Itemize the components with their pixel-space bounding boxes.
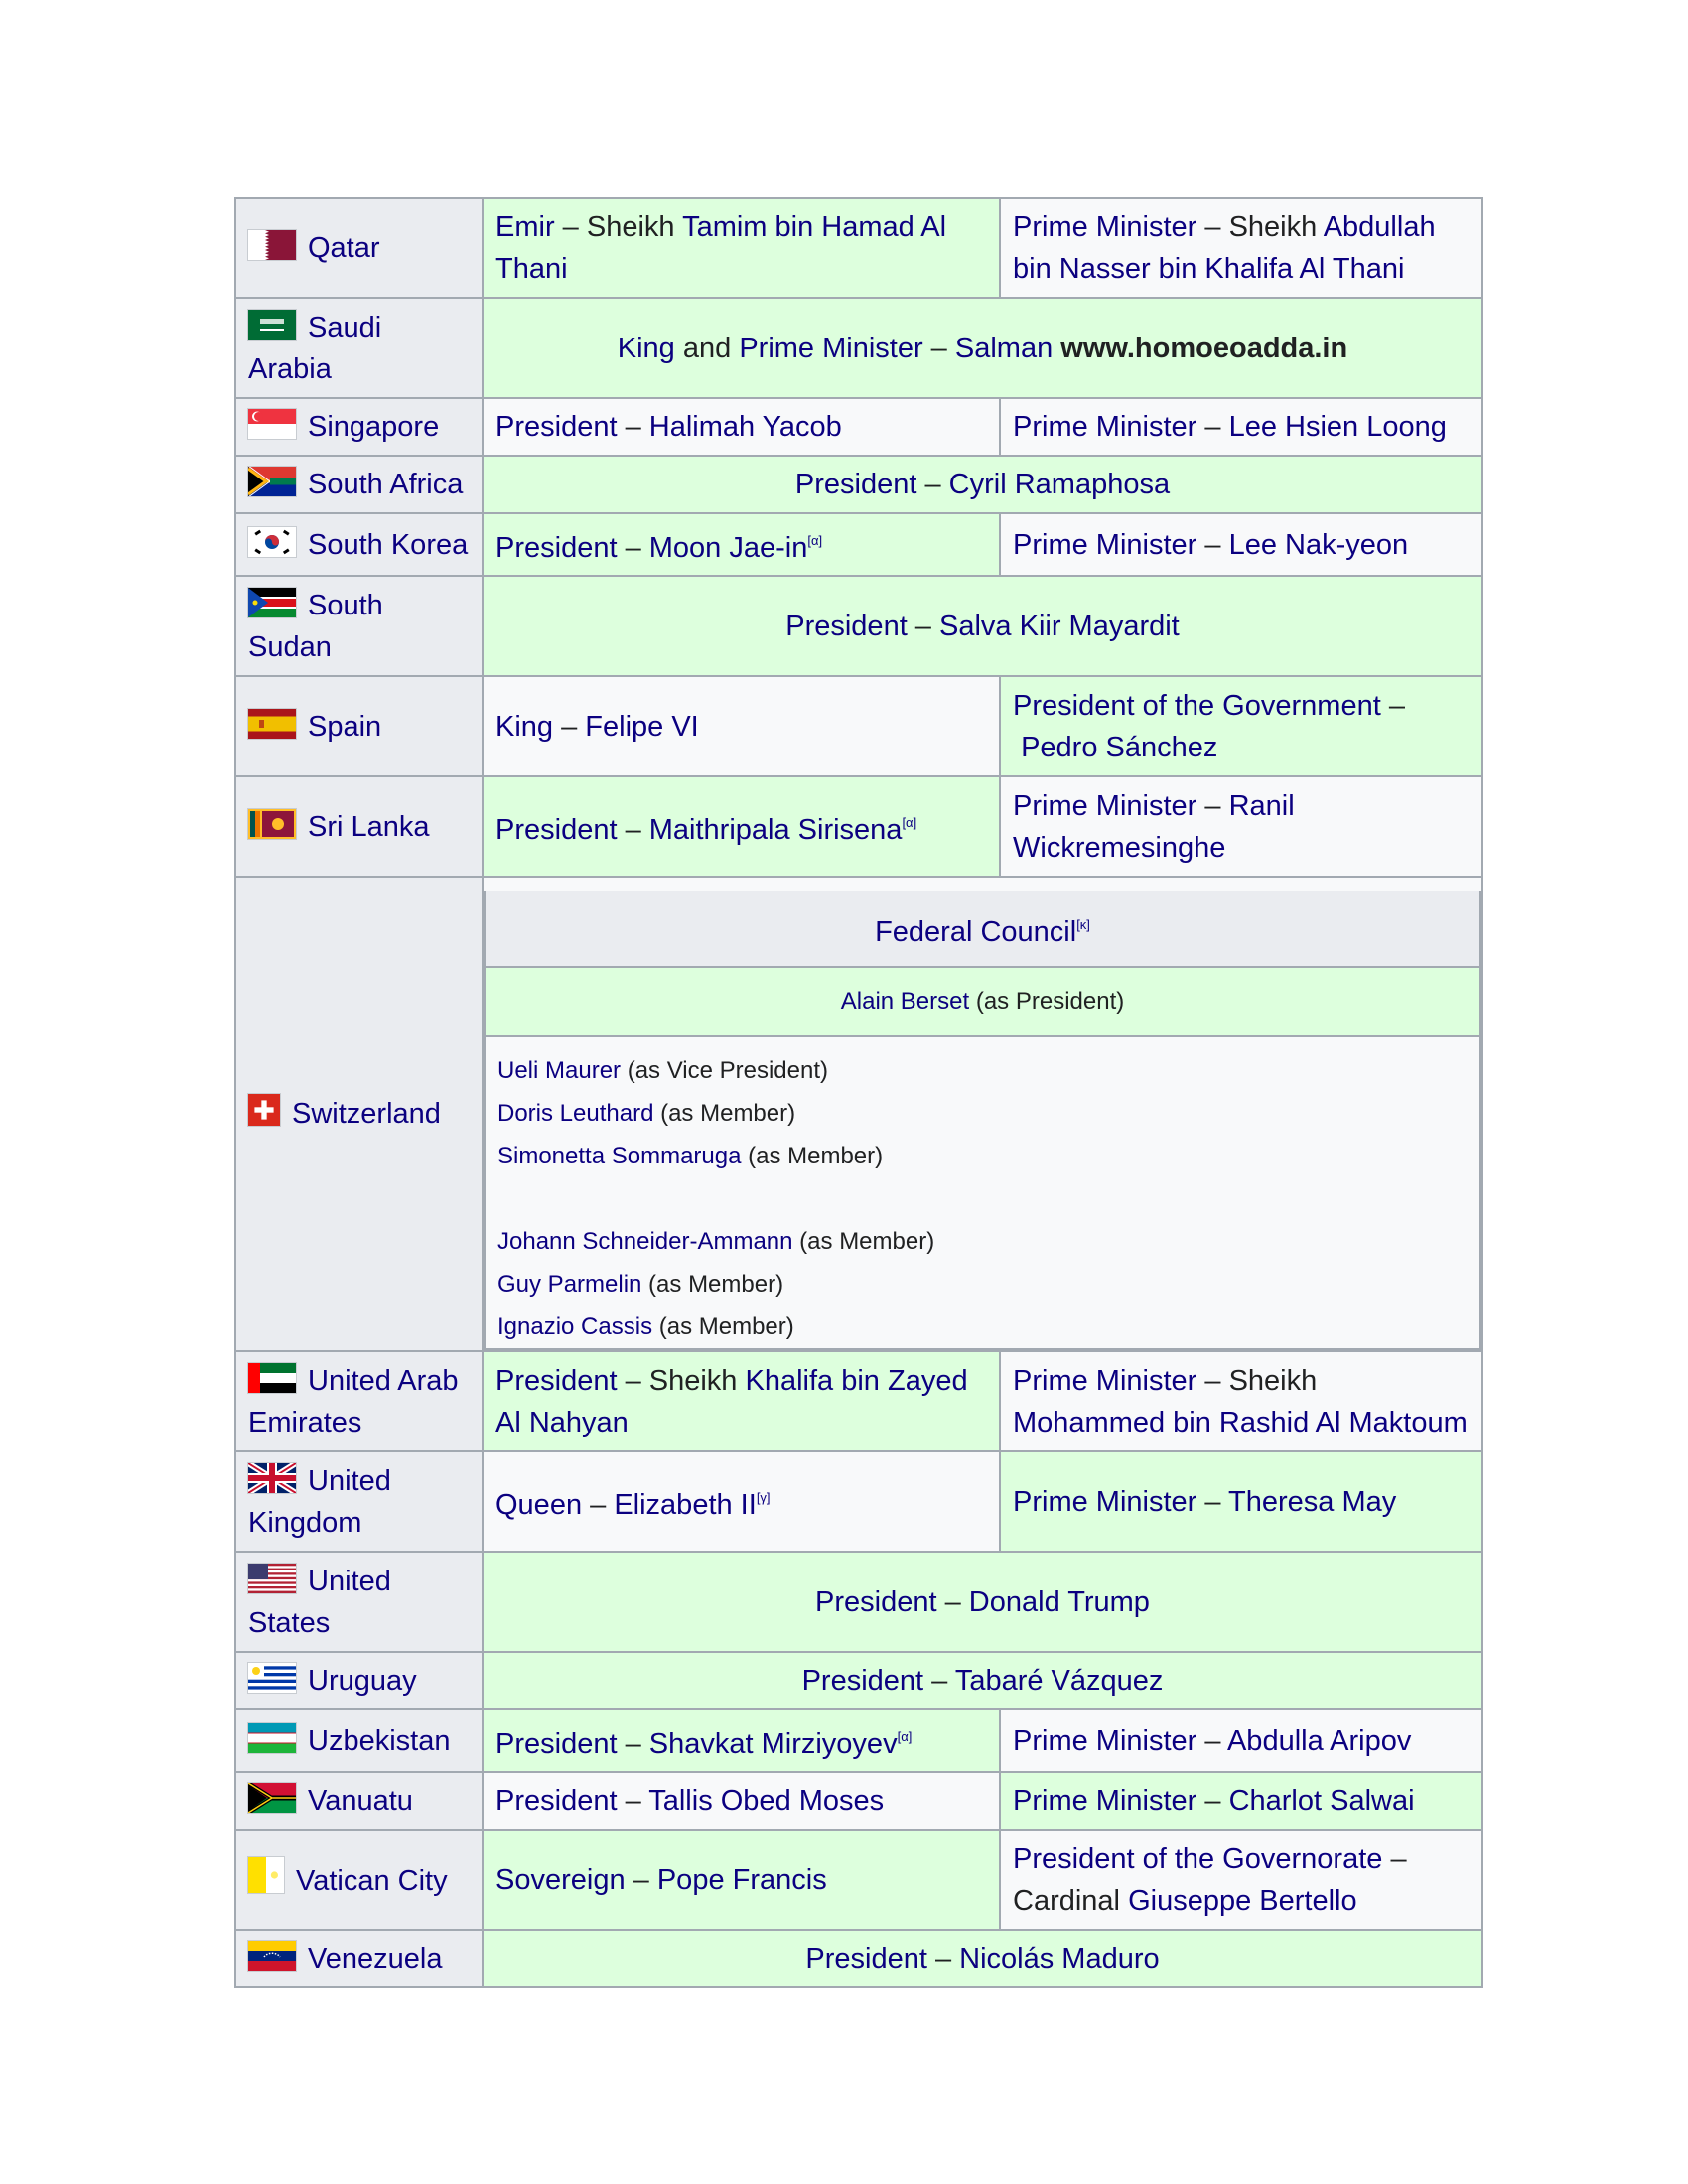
list-spacer — [497, 1177, 1468, 1220]
country-cell — [235, 576, 483, 676]
country-link-uzbekistan[interactable]: Uzbekistan — [308, 1724, 451, 1757]
dash: – — [1382, 1843, 1407, 1875]
table-row — [235, 1772, 1482, 1830]
title-link[interactable]: President — [495, 1785, 618, 1817]
table-row — [235, 1351, 1482, 1451]
title-link[interactable]: Prime Minister — [1013, 210, 1197, 243]
title-link[interactable]: President of the Governorate — [1013, 1843, 1383, 1875]
head-of-government-cell — [1000, 1451, 1482, 1552]
table-row — [235, 676, 1482, 776]
person-link[interactable]: Abdullah bin Nasser bin Khalifa Al Thani — [1013, 210, 1436, 285]
federal-council-table — [484, 878, 1481, 1350]
switzerland-flag-icon — [248, 1094, 280, 1126]
person-link[interactable]: Mohammed bin Rashid Al Maktoum — [1013, 1406, 1468, 1438]
dash: – — [617, 814, 649, 846]
person-link[interactable]: Pedro Sánchez — [1021, 731, 1218, 763]
table-row — [235, 1451, 1482, 1552]
dash: – — [1196, 210, 1229, 243]
country-link-south-africa[interactable]: South Africa — [308, 469, 464, 500]
country-link-qatar[interactable]: Qatar — [308, 231, 380, 264]
south-sudan-flag-icon — [248, 588, 296, 617]
dash: – — [625, 1863, 657, 1896]
country-link-saudi-arabia[interactable]: Saudi Arabia — [248, 311, 382, 385]
title-link[interactable]: King — [617, 332, 675, 364]
country-cell — [235, 198, 483, 298]
country-cell — [235, 776, 483, 877]
vatican-flag-icon — [248, 1857, 284, 1893]
title-link[interactable]: President — [495, 814, 618, 846]
title-link[interactable]: Prime Minister — [1013, 528, 1197, 561]
dash: – — [1196, 528, 1229, 561]
person-link[interactable]: Nicolás Maduro — [959, 1943, 1160, 1975]
country-link-sri-lanka[interactable]: Sri Lanka — [308, 810, 430, 843]
head-of-government-cell — [1000, 1830, 1482, 1930]
country-cell — [235, 456, 483, 513]
country-link-uruguay[interactable]: Uruguay — [308, 1665, 417, 1697]
person-link[interactable]: Johann Schneider-Ammann — [497, 1228, 793, 1255]
watermark-text: www.homoeoadda.in — [1060, 332, 1348, 364]
head-of-state-cell — [483, 198, 1000, 298]
uruguay-flag-icon — [248, 1663, 296, 1693]
dash: – — [1380, 689, 1405, 722]
dash: – — [617, 1785, 649, 1817]
table-row — [235, 398, 1482, 456]
title-link[interactable]: President — [785, 610, 908, 642]
spain-flag-icon — [248, 709, 296, 739]
table-row — [235, 776, 1482, 877]
dash: – — [916, 469, 949, 500]
person-link[interactable]: Tabaré Vázquez — [954, 1665, 1164, 1697]
dash: – — [1196, 1785, 1229, 1817]
dash: – — [582, 1489, 615, 1521]
country-cell — [235, 1451, 483, 1552]
head-of-government-cell — [1000, 513, 1482, 576]
person-link[interactable]: Moon Jae-in — [648, 532, 808, 564]
head-of-state-cell — [483, 676, 1000, 776]
person-link[interactable]: Tallis Obed Moses — [648, 1785, 885, 1817]
merged-head-cell — [483, 576, 1482, 676]
head-of-government-cell — [1000, 398, 1482, 456]
country-cell — [235, 1552, 483, 1652]
country-cell — [235, 298, 483, 398]
uzbekistan-flag-icon — [248, 1723, 296, 1753]
vanuatu-flag-icon — [248, 1783, 296, 1813]
table-row — [235, 198, 1482, 298]
list-item: Doris Leuthard (as Member) — [497, 1100, 796, 1127]
dash: – — [907, 610, 939, 642]
title-link[interactable]: Prime Minister — [1013, 789, 1197, 822]
head-of-government-cell — [1000, 1709, 1482, 1772]
title-link[interactable]: King — [495, 710, 554, 743]
country-link-spain[interactable]: Spain — [308, 710, 382, 743]
table-row — [235, 456, 1482, 513]
merged-head-cell — [483, 1652, 1482, 1709]
council-president — [485, 967, 1480, 1036]
head-of-state-cell — [483, 1772, 1000, 1830]
country-cell — [235, 676, 483, 776]
south-korea-flag-icon — [248, 527, 296, 557]
head-of-state-cell — [483, 513, 1000, 576]
title-link[interactable]: Prime Minister — [1013, 1485, 1197, 1518]
country-cell — [235, 1652, 483, 1709]
person-link[interactable]: Shavkat Mirziyoyev — [648, 1728, 898, 1760]
title-link[interactable]: Sovereign — [495, 1863, 626, 1896]
honorific: Sheikh — [586, 210, 683, 243]
federal-council-link[interactable]: Federal Council — [875, 916, 1077, 948]
person-link[interactable]: Tamim bin Hamad Al Thani — [495, 210, 947, 285]
dash: – — [1196, 1485, 1229, 1518]
dash: – — [936, 1585, 969, 1618]
head-of-state-cell — [483, 776, 1000, 877]
merged-head-cell — [483, 298, 1482, 398]
person-link[interactable]: Simonetta Sommaruga — [497, 1143, 742, 1169]
person-link[interactable]: Salva Kiir Mayardit — [939, 610, 1180, 642]
person-link[interactable]: Khalifa bin Zayed Al Nahyan — [495, 1364, 968, 1438]
table-row — [235, 1552, 1482, 1652]
list-item: Ueli Maurer (as Vice President) — [497, 1057, 829, 1084]
head-of-state-cell — [483, 1451, 1000, 1552]
country-cell — [235, 1772, 483, 1830]
country-link-singapore[interactable]: Singapore — [308, 411, 440, 443]
country-link-usa[interactable]: United States — [248, 1565, 391, 1639]
table-row — [235, 1709, 1482, 1772]
heads-of-state-table — [234, 197, 1483, 1988]
country-cell — [235, 398, 483, 456]
head-of-state-cell — [483, 1830, 1000, 1930]
footnote-link[interactable]: [κ] — [1076, 917, 1090, 932]
list-item: Johann Schneider-Ammann (as Member) — [497, 1228, 935, 1255]
saudi-arabia-flag-icon — [248, 310, 296, 340]
title-link[interactable]: President — [495, 1364, 618, 1397]
council-members-list — [485, 1036, 1480, 1349]
head-of-government-cell — [1000, 1772, 1482, 1830]
footnote-link[interactable]: [γ] — [756, 1490, 771, 1505]
country-link-vatican-city[interactable]: Vatican City — [296, 1865, 448, 1897]
uae-flag-icon — [248, 1363, 296, 1393]
head-of-state-cell — [483, 1351, 1000, 1451]
sri-lanka-flag-icon — [248, 809, 296, 839]
title-link[interactable]: Prime Minister — [739, 332, 923, 364]
person-link[interactable]: Elizabeth II — [614, 1489, 757, 1521]
honorific: Sheikh — [648, 1364, 746, 1397]
conjunction: and — [674, 332, 740, 364]
list-item: Ignazio Cassis (as Member) — [497, 1313, 794, 1340]
person-link[interactable]: Guy Parmelin — [497, 1271, 642, 1297]
table-row — [235, 1930, 1482, 1987]
role-text: (as President) — [969, 988, 1125, 1015]
table-row — [235, 1652, 1482, 1709]
person-link[interactable]: Cyril Ramaphosa — [948, 469, 1171, 500]
table-row — [235, 298, 1482, 398]
person-link[interactable]: Salman — [954, 332, 1054, 364]
table-row — [235, 513, 1482, 576]
title-link[interactable]: President — [495, 532, 618, 564]
usa-flag-icon — [248, 1564, 296, 1593]
person-link[interactable]: Ueli Maurer — [497, 1057, 622, 1084]
dash: – — [617, 1364, 649, 1397]
dash: – — [1196, 1364, 1229, 1397]
title-link[interactable]: Queen — [495, 1489, 583, 1521]
honorific: Sheikh — [1228, 1364, 1318, 1397]
federal-council-cell — [483, 877, 1482, 1351]
person-link[interactable]: Halimah Yacob — [648, 411, 842, 443]
head-of-government-cell — [1000, 1351, 1482, 1451]
person-link[interactable]: Donald Trump — [968, 1585, 1150, 1618]
venezuela-flag-icon — [248, 1941, 296, 1971]
head-of-government-cell — [1000, 776, 1482, 877]
dash: – — [1196, 411, 1229, 443]
title-link[interactable]: Emir — [495, 210, 555, 243]
footnote-link[interactable]: [α] — [897, 1729, 913, 1744]
honorific: Cardinal — [1013, 1884, 1129, 1917]
country-link-south-korea[interactable]: South Korea — [308, 528, 469, 561]
person-link[interactable]: Maithripala Sirisena — [648, 814, 903, 846]
head-of-government-cell — [1000, 676, 1482, 776]
dash: – — [617, 532, 649, 564]
title-link[interactable]: Prime Minister — [1013, 1785, 1197, 1817]
title-link[interactable]: Prime Minister — [1013, 1364, 1197, 1397]
uk-flag-icon — [248, 1463, 296, 1493]
merged-head-cell — [483, 456, 1482, 513]
person-link[interactable]: Lee Hsien Loong — [1228, 411, 1447, 443]
title-link[interactable]: President — [801, 1665, 924, 1697]
dash: – — [926, 1943, 960, 1975]
country-link-south-sudan[interactable]: South Sudan — [248, 589, 383, 663]
person-link[interactable]: Lee Nak-yeon — [1228, 528, 1409, 561]
dash: – — [617, 411, 649, 443]
dash: – — [617, 1728, 649, 1760]
person-link[interactable]: Doris Leuthard — [497, 1100, 654, 1127]
footnote-link[interactable]: [α] — [807, 533, 823, 548]
country-cell — [235, 1830, 483, 1930]
person-link[interactable]: Abdulla Aripov — [1226, 1724, 1412, 1757]
table-row — [235, 1830, 1482, 1930]
person-link[interactable]: Pope Francis — [656, 1863, 827, 1896]
singapore-flag-icon — [248, 409, 296, 439]
title-link[interactable]: Prime Minister — [1013, 411, 1197, 443]
country-link-switzerland[interactable]: Switzerland — [292, 1098, 441, 1130]
south-africa-flag-icon — [248, 467, 296, 496]
person-link[interactable]: Ignazio Cassis — [497, 1313, 653, 1340]
footnote-link[interactable]: [α] — [902, 815, 917, 830]
federal-council-title — [485, 885, 1480, 967]
list-item: Simonetta Sommaruga (as Member) — [497, 1143, 884, 1169]
title-link[interactable]: President of the Government — [1013, 689, 1381, 722]
dash: – — [1196, 789, 1229, 822]
merged-head-cell — [483, 1552, 1482, 1652]
table-row — [235, 877, 1482, 1351]
country-cell — [235, 1709, 483, 1772]
title-link[interactable]: President — [815, 1585, 937, 1618]
table-row — [235, 576, 1482, 676]
head-of-state-cell — [483, 398, 1000, 456]
title-link[interactable]: President — [805, 1943, 927, 1975]
country-cell — [235, 513, 483, 576]
heads-of-state-table-wrapper — [234, 197, 1481, 1988]
dash: – — [553, 710, 586, 743]
title-link[interactable]: President — [794, 469, 917, 500]
title-link[interactable]: Prime Minister — [1013, 1724, 1197, 1757]
person-link[interactable]: Ranil Wickremesinghe — [1013, 789, 1295, 864]
dash: – — [1196, 1724, 1227, 1757]
person-link[interactable]: Theresa May — [1228, 1485, 1397, 1518]
country-link-uae[interactable]: United Arab Emirates — [248, 1364, 459, 1438]
person-link[interactable]: Felipe VI — [585, 710, 699, 743]
country-cell — [235, 1351, 483, 1451]
dash: – — [554, 210, 587, 243]
honorific: Sheikh — [1228, 210, 1324, 243]
title-link[interactable]: President — [495, 411, 618, 443]
country-link-vanuatu[interactable]: Vanuatu — [308, 1785, 413, 1817]
title-link[interactable]: President — [495, 1728, 618, 1760]
country-cell — [235, 877, 483, 1351]
person-link[interactable]: Giuseppe Bertello — [1128, 1884, 1357, 1917]
country-link-uk[interactable]: United Kingdom — [248, 1464, 391, 1539]
list-item: Guy Parmelin (as Member) — [497, 1271, 784, 1297]
qatar-flag-icon — [248, 230, 296, 260]
person-link[interactable]: Charlot Salwai — [1228, 1785, 1415, 1817]
country-cell — [235, 1930, 483, 1987]
head-of-state-cell — [483, 1709, 1000, 1772]
merged-head-cell — [483, 1930, 1482, 1987]
dash: – — [922, 332, 955, 364]
dash: – — [923, 1665, 955, 1697]
country-link-venezuela[interactable]: Venezuela — [308, 1943, 443, 1975]
person-link[interactable]: Alain Berset — [840, 988, 970, 1015]
head-of-government-cell — [1000, 198, 1482, 298]
